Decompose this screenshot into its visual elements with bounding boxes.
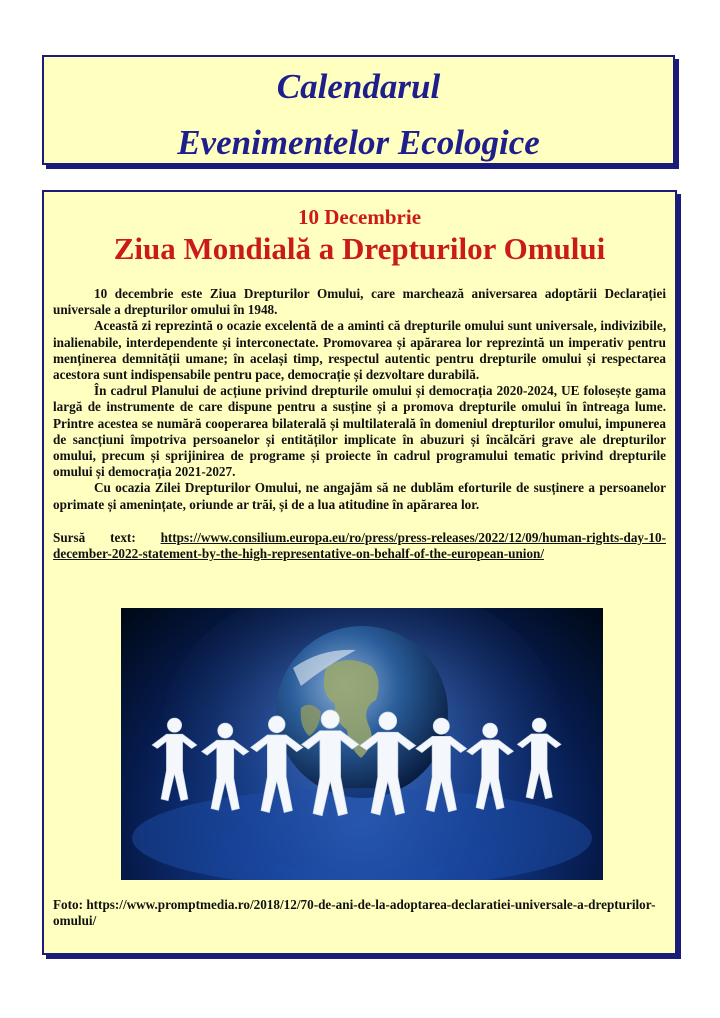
paragraph: 10 decembrie este Ziua Drepturilor Omului, care marchează aniversarea adoptării Declarației universale a drepturilor omului în 1948. (53, 286, 666, 318)
paragraph: În cadrul Planului de acțiune privind drepturile omului și democrația 2020-2024, UE folosește gama largă de instrumente de care dispune pentru a susține și a promova drepturile omului în întreaga lume. Printre acestea se numără cooperarea bilaterală și multilaterală în domeniul drepturilor omului, impunerea de sancțiuni împotriva persoanelor și entităților implicate în abuzuri și încălcări grave ale drepturilor omului, precum și sprijinirea de programe și proiecte în cadrul programului tematic privind drepturile omului și democrația 2021-2027. (53, 383, 666, 480)
article-box (42, 190, 677, 955)
header-title-line1: Calendarul (276, 67, 441, 106)
source-link[interactable]: https://www.consilium.europa.eu/ro/press/press-releases/2022/12/09/human-rights-day-10-december-2022-statement-by-the-high-representative-on-behalf-of-the-european-union/ (53, 529, 666, 562)
header-title-line2: Evenimentelor Ecologice (177, 123, 540, 162)
earth-people-photo (121, 608, 603, 880)
source-label: Sursă text: (53, 529, 136, 545)
header-box (42, 55, 675, 165)
paragraph: Această zi reprezintă o ocazie excelentă de a aminti că drepturile omului sunt universale, indivizibile, inalienabile, interdependente și interconectate. Promovarea și apărarea lor reprezintă un imperativ pentru menținerea demnității umane; în același timp, respectul autentic pentru drepturile omului și respectarea acestora sunt indispensabile pentru pace, democrație și dezvoltare durabilă. (53, 318, 666, 383)
article-body (53, 286, 666, 513)
source-line (53, 530, 666, 562)
paragraph: Cu ocazia Zilei Drepturilor Omului, ne angajăm să ne dublăm eforturile de susținere a persoanelor oprimate și amenințate, oriunde ar trăi, și de a lua atitudine în apărarea lor. (53, 480, 666, 512)
photo-credit: Foto: https://www.promptmedia.ro/2018/12/70-de-ani-de-la-adoptarea-declaratiei-universale-a-drepturilor-omului/ (53, 897, 656, 929)
event-date: 10 Decembrie (297, 205, 422, 229)
event-title: Ziua Mondială a Drepturilor Omului (113, 231, 606, 266)
photo-illustration (121, 608, 603, 880)
